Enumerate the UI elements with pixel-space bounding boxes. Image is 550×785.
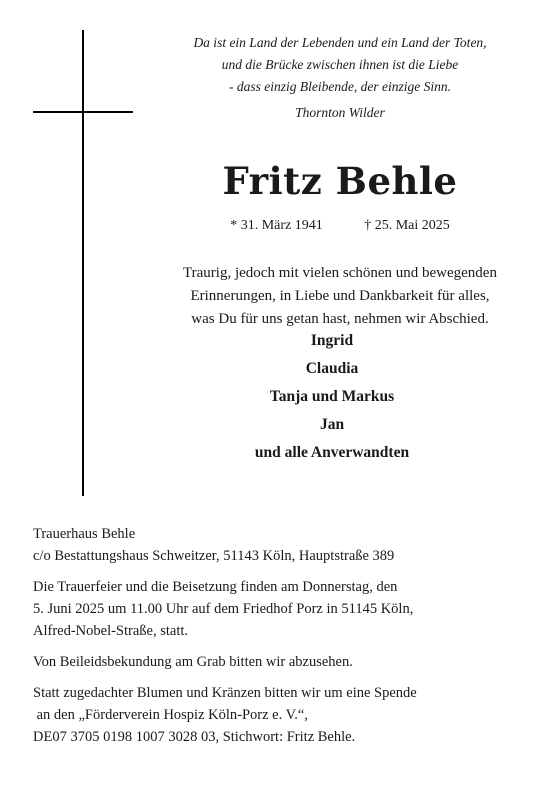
epitaph-quote xyxy=(140,32,540,124)
cross-icon-vertical-beam xyxy=(82,30,84,496)
ceremony-text: Alfred-Nobel-Straße, statt. xyxy=(33,623,189,639)
ceremony-text: Die Trauerfeier und die Beisetzung finden am Donnerstag, den xyxy=(33,579,398,595)
quote-line: und die Brücke zwischen ihnen ist die Liebe xyxy=(221,57,459,72)
quote-line: - dass einzig Bleibende, der einzige Sinn. xyxy=(229,79,451,94)
life-dates xyxy=(140,216,540,236)
mourner-name: Tanja und Markus xyxy=(269,388,395,405)
donation-text: DE07 3705 0198 1007 3028 03, Stichwort: Fritz Behle. xyxy=(33,729,356,745)
donation-text: an den „Förderverein Hospiz Köln-Porz e. V.“, xyxy=(33,707,308,723)
mourners-list xyxy=(140,327,524,467)
deceased-name: Fritz Behle xyxy=(222,159,458,203)
quote-line: Da ist ein Land der Lebenden und ein Land der Toten, xyxy=(193,35,487,50)
tribute-line: Traurig, jedoch mit vielen schönen und bewegenden xyxy=(183,265,497,281)
tribute-line: Erinnerungen, in Liebe und Dankbarkeit für alles, xyxy=(190,288,490,304)
mourner-name: Jan xyxy=(319,416,345,433)
notice-details xyxy=(33,523,518,748)
condolence-note: Von Beileidsbekundung am Grab bitten wir abzusehen. xyxy=(33,654,353,670)
mourner-name: und alle Anverwandten xyxy=(254,444,410,461)
tribute-line: was Du für uns getan hast, nehmen wir Abschied. xyxy=(191,311,489,327)
tribute-text xyxy=(140,262,540,331)
mourner-name: Ingrid xyxy=(310,332,354,349)
birth-date: * 31. März 1941 xyxy=(230,218,323,233)
quote-author: Thornton Wilder xyxy=(295,105,385,120)
mourning-address: c/o Bestattungshaus Schweitzer, 51143 Köln, Hauptstraße 389 xyxy=(33,548,395,564)
death-date: † 25. Mai 2025 xyxy=(364,218,450,233)
mourning-house: Trauerhaus Behle xyxy=(33,526,136,542)
donation-text: Statt zugedachter Blumen und Kränzen bitten wir um eine Spende xyxy=(33,685,417,701)
ceremony-text: 5. Juni 2025 um 11.00 Uhr auf dem Friedhof Porz in 51145 Köln, xyxy=(33,601,414,617)
cross-icon-horizontal-beam xyxy=(33,111,133,113)
mourner-name: Claudia xyxy=(305,360,359,377)
